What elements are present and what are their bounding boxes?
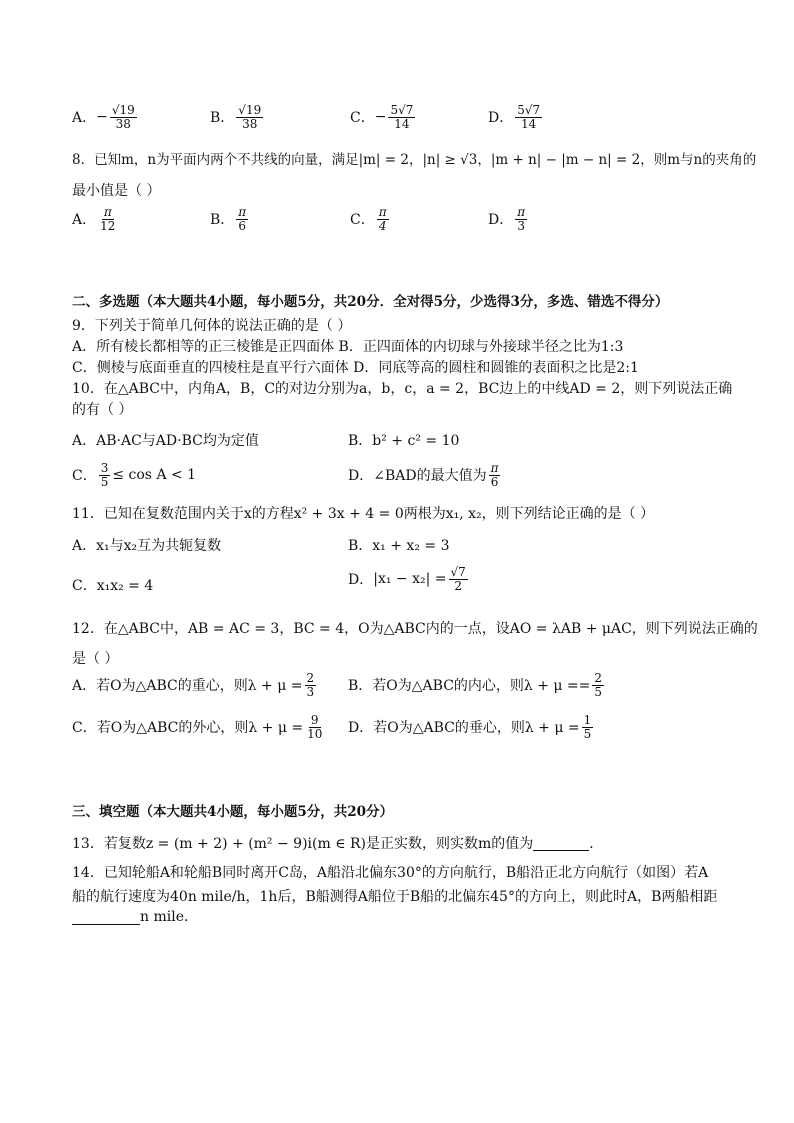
fraction: $\frac{9}{10}$ [307, 713, 323, 741]
fraction: $\frac{\pi}{6}$ [490, 461, 499, 489]
answer-blank[interactable] [533, 836, 589, 851]
q11-option-a: A．x₁与x₂互为共轭复数 [72, 538, 222, 554]
q13-stem: 13．若复数z = (m + 2) + (m² − 9)i(m ∈ R)是正实数，则实数m的值为 ． [72, 836, 604, 852]
q12-option-d: D．若O为△ABC的垂心，则λ + μ = $\frac{1}{5}$ [348, 713, 592, 741]
fraction: $\frac{\pi}{3}$ [517, 205, 526, 233]
q10-stem-line2: 的有（ ） [72, 402, 133, 418]
q12-option-a: A．若O为△ABC的重心，则λ + μ = $\frac{2}{3}$ [72, 671, 315, 699]
q9-options-ab: A．所有棱长都相等的正三棱锥是正四面体 B．正四面体的内切球与外接球半径之比为1:3 [72, 339, 624, 355]
section-2-heading: 二、多选题（本大题共4小题，每小题5分，共20分．全对得5分，少选得3分，多选、错选不得分） [72, 294, 669, 310]
fraction: $\frac{\pi}{4}$ [378, 205, 387, 233]
q7-option-a: A． − $\frac{√19}{38}$ [72, 103, 135, 131]
fraction: $\frac{√7}{2}$ [450, 565, 466, 593]
q8-stem-line1: 8．已知m，n为平面内两个不共线的向量，满足|m| = 2，|n| ≥ √3，|m + n| − |m − n| = 2，则m与n的夹角的 [72, 152, 757, 168]
q14-stem-line3: n mile． [72, 906, 198, 926]
q10-option-d: D． ∠BAD的最大值为 $\frac{\pi}{6}$ [348, 461, 499, 489]
fraction: $\frac{5√7}{14}$ [390, 103, 414, 131]
answer-blank[interactable] [72, 908, 140, 925]
q8-stem-line2: 最小值是（ ） [72, 183, 161, 199]
q9-stem: 9．下列关于简单几何体的说法正确的是（ ） [72, 318, 352, 334]
q10-stem-line1: 10．在△ABC中，内角A，B，C的对边分别为a，b，c，a = 2，BC边上的中线AD = 2，则下列说法正确 [72, 381, 733, 397]
fraction: $\frac{1}{5}$ [583, 713, 592, 741]
q8-option-a: A． $\frac{\pi}{12}$ [72, 205, 116, 233]
fraction: $\frac{3}{5}$ [100, 461, 109, 489]
fraction: $\frac{\pi}{6}$ [238, 205, 247, 233]
q11-option-b: B．x₁ + x₂ = 3 [348, 538, 450, 554]
fraction: $\frac{\pi}{12}$ [100, 205, 116, 233]
q8-option-c: C． $\frac{\pi}{4}$ [350, 205, 387, 233]
q9-options-cd: C．侧棱与底面垂直的四棱柱是直平行六面体 D．同底等高的圆柱和圆锥的表面积之比是2:1 [72, 360, 639, 376]
fraction: $\frac{2}{5}$ [594, 671, 603, 699]
fraction: $\frac{5√7}{14}$ [517, 103, 541, 131]
q14-stem-line1: 14．已知轮船A和轮船B同时离开C岛，A船沿北偏东30°的方向航行，B船沿正北方向航行（如图）若A [72, 865, 709, 881]
q8-option-d: D． $\frac{\pi}{3}$ [488, 205, 526, 233]
fraction: $\frac{2}{3}$ [306, 671, 315, 699]
q11-option-c: C．x₁x₂ = 4 [72, 578, 154, 594]
fraction: $\frac{√19}{38}$ [111, 103, 135, 131]
q8-option-b: B． $\frac{\pi}{6}$ [210, 205, 247, 233]
q10-option-c: C． $\frac{3}{5}$ ≤ cos A < 1 [72, 461, 197, 489]
q7-option-c: C． − $\frac{5√7}{14}$ [350, 103, 414, 131]
q10-option-a: A．AB·AC与AD·BC均为定值 [72, 433, 259, 449]
q12-option-c: C．若O为△ABC的外心，则λ + μ = $\frac{9}{10}$ [72, 713, 323, 741]
q11-stem: 11．已知在复数范围内关于x的方程x² + 3x + 4 = 0两根为x₁, x₂，则下列结论正确的是（ ） [72, 506, 655, 522]
q7-option-d: D． $\frac{5√7}{14}$ [488, 103, 541, 131]
q7-option-b: B． $\frac{√19}{38}$ [210, 103, 262, 131]
q11-option-d: D． |x₁ − x₂| = $\frac{√7}{2}$ [348, 565, 466, 593]
q12-stem-line1: 12．在△ABC中，AB = AC = 3，BC = 4，O为△ABC内的一点，设AO = λAB + μAC，则下列说法正确的 [72, 621, 758, 637]
q14-stem-line2: 船的航行速度为40n mile/h，1h后，B船测得A船位于B船的北偏东45°的方向上，则此时A，B两船相距 [72, 889, 718, 905]
q10-option-b: B．b² + c² = 10 [348, 433, 460, 449]
q12-stem-line2: 是（ ） [72, 651, 119, 667]
section-3-heading: 三、填空题（本大题共4小题，每小题5分，共20分） [72, 804, 394, 820]
q12-option-b: B．若O为△ABC的内心，则λ + μ == $\frac{2}{5}$ [348, 671, 603, 699]
fraction: $\frac{√19}{38}$ [238, 103, 262, 131]
